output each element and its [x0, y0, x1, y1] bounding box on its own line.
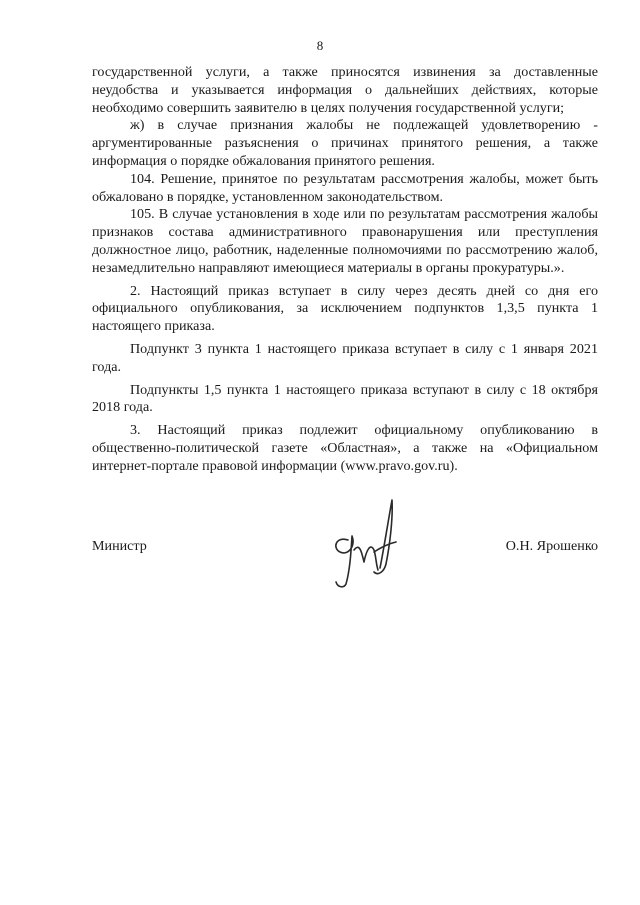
- paragraph-item-3: 3. Настоящий приказ подлежит официальному опубликованию в общественно-политической газете «Областная», а также на «Официальном интернет-портале правовой информации (www.pravo.gov.ru).: [92, 422, 598, 474]
- signer-name: О.Н. Ярошенко: [505, 538, 598, 554]
- paragraph-subitem-zh: ж) в случае признания жалобы не подлежащей удовлетворению - аргументированные разъяснения о причинах принятого решения, а также информация о порядке обжалования принятого решения.: [92, 117, 598, 169]
- document-body: [92, 64, 598, 476]
- signer-title: Министр: [92, 538, 147, 554]
- paragraph-subitems-1-5-effective: Подпункты 1,5 пункта 1 настоящего приказа вступают в силу с 18 октября 2018 года.: [92, 381, 598, 416]
- signature-stroke-1: [336, 536, 353, 587]
- paragraph-continuation: государственной услуги, а также приносятся извинения за доставленные неудобства и указывается информация о дальнейших действиях, которые необходимо совершить заявителю в целях получения государственной услуги;: [92, 64, 598, 116]
- signature-stroke-2: [354, 547, 378, 570]
- paragraph-105: 105. В случае установления в ходе или по результатам рассмотрения жалобы признаков состава административного правонарушения или преступления должностное лицо, работник, наделенные полномочиями по рассмотрению жалоб, незамедлительно направляют имеющиеся материалы в органы прокуратуры.».: [92, 206, 598, 276]
- paragraph-subitem-3-effective: Подпункт 3 пункта 1 настоящего приказа вступает в силу с 1 января 2021 года.: [92, 340, 598, 375]
- handwritten-signature: [318, 492, 408, 592]
- paragraph-item-2: 2. Настоящий приказ вступает в силу через десять дней со дня его официального опубликования, за исключением подпунктов 1,3,5 пункта 1 настоящего приказа.: [92, 282, 598, 335]
- page-number: 8: [316, 38, 324, 53]
- paragraph-104: 104. Решение, принятое по результатам рассмотрения жалобы, может быть обжаловано в порядке, установленном законодательством.: [92, 170, 598, 205]
